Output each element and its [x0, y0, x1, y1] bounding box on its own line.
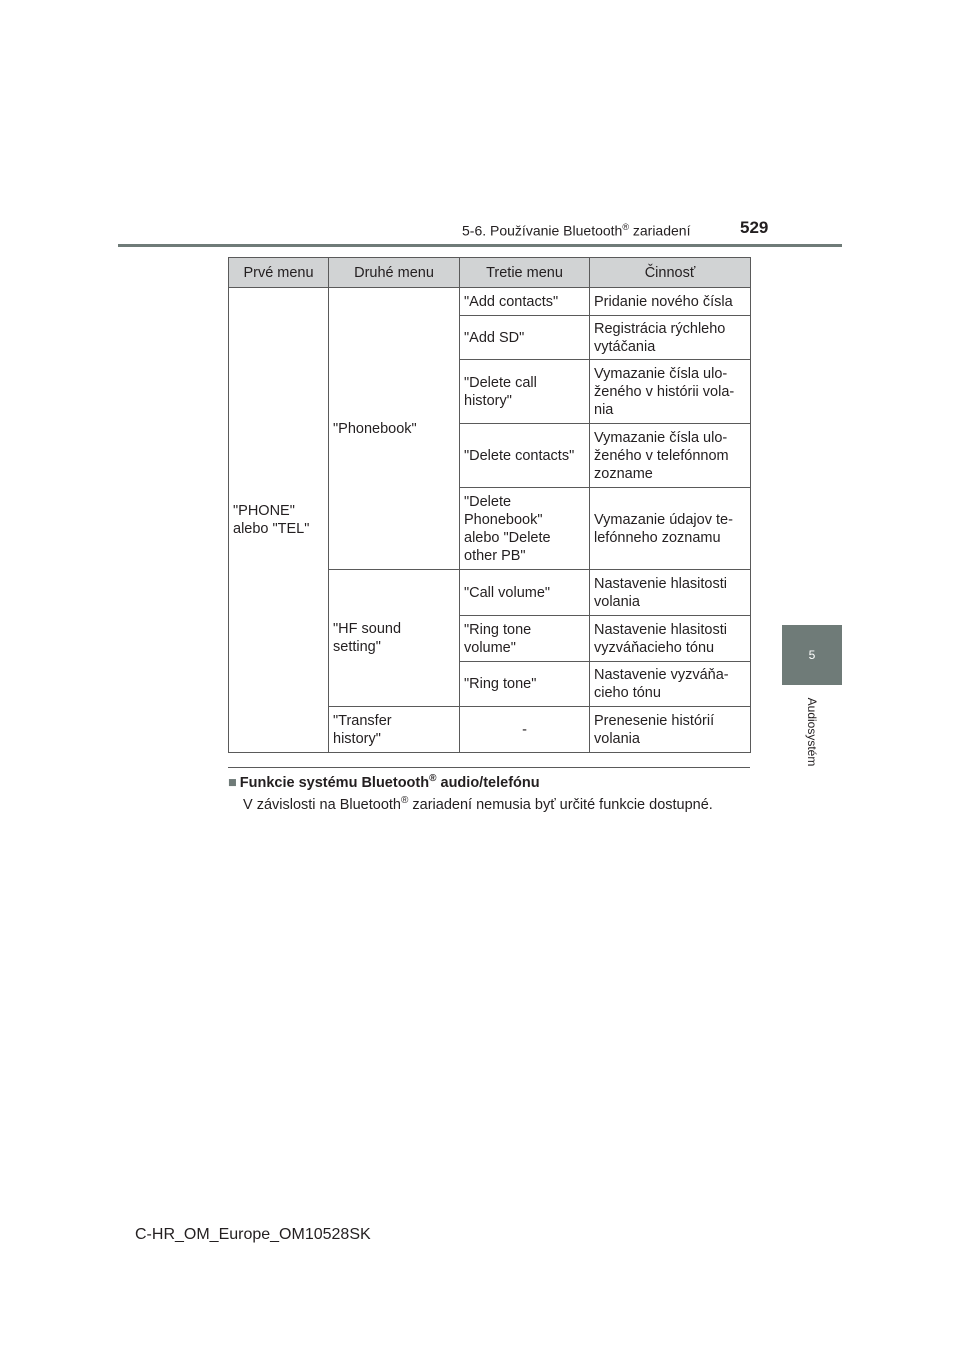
column-header-third-menu: Tretie menu — [460, 258, 590, 288]
page-number: 529 — [740, 218, 769, 237]
second-menu-label: "Transfer history" — [333, 712, 392, 747]
third-menu-label: "Ring tone volume" — [464, 621, 532, 656]
action-cell — [590, 570, 751, 616]
third-menu-cell — [460, 360, 590, 424]
bullet-icon: ■ — [228, 774, 237, 791]
section-body-suffix: zariadení nemusia byť určité funkcie dostupné. — [408, 796, 713, 813]
action-cell — [590, 662, 751, 707]
third-menu-label: "Delete contacts" — [464, 447, 575, 464]
third-menu-cell — [460, 662, 590, 707]
section-heading — [228, 773, 540, 791]
third-menu-cell — [460, 288, 590, 316]
registered-mark: ® — [622, 222, 629, 232]
action-label: Vymazanie údajov te- lefónneho zoznamu — [594, 511, 733, 546]
action-label: Nastavenie vyzváňa- cieho tónu — [594, 667, 729, 701]
third-menu-cell — [460, 570, 590, 616]
action-label: Pridanie nového čísla — [594, 293, 733, 310]
action-label: Vymazanie čísla ulo- ženého v telefónnom zozname — [594, 429, 729, 482]
section-body-prefix: V závislosti na Bluetooth — [243, 796, 401, 813]
third-menu-cell — [460, 316, 590, 360]
section-body — [243, 795, 713, 813]
third-menu-label: "Add SD" — [464, 329, 525, 346]
third-menu-cell — [460, 707, 590, 753]
column-header-action: Činnosť — [590, 258, 751, 288]
first-menu-cell — [229, 288, 329, 753]
action-cell — [590, 488, 751, 570]
action-cell — [590, 707, 751, 753]
menu-table — [228, 257, 751, 753]
second-menu-label: "HF sound setting" — [333, 621, 402, 655]
registered-mark: ® — [429, 773, 437, 784]
registered-mark: ® — [400, 795, 409, 806]
chapter-tab — [782, 625, 842, 685]
action-label: Vymazanie čísla ulo- ženého v histórii vola- nia — [594, 365, 735, 418]
section-heading-suffix: audio/telefónu — [436, 774, 540, 791]
action-label: Prenesenie histórií volania — [594, 712, 715, 747]
second-menu-cell — [329, 570, 460, 707]
section-title-suffix: zariadení — [628, 222, 691, 239]
header-divider — [118, 244, 842, 247]
action-label: Nastavenie hlasitosti volania — [594, 575, 727, 610]
third-menu-cell — [460, 424, 590, 488]
column-header-second-menu: Druhé menu — [329, 258, 460, 288]
action-cell — [590, 424, 751, 488]
action-cell — [590, 616, 751, 662]
chapter-number: 5 — [808, 648, 816, 662]
action-cell — [590, 288, 751, 316]
third-menu-label: "Delete Phonebook" alebo "Delete other PB" — [464, 493, 551, 564]
chapter-label: Audiosystém — [805, 697, 819, 767]
third-menu-cell — [460, 616, 590, 662]
third-menu-label: "Add contacts" — [464, 293, 559, 310]
third-menu-label: "Delete call history" — [464, 374, 537, 409]
second-menu-cell — [329, 707, 460, 753]
third-menu-label: "Ring tone" — [464, 676, 537, 692]
section-title-prefix: 5-6. Používanie Bluetooth — [462, 222, 623, 239]
second-menu-cell — [329, 288, 460, 570]
third-menu-label: "Call volume" — [464, 584, 551, 601]
action-cell — [590, 316, 751, 360]
table-row — [229, 288, 751, 316]
second-menu-label: "Phonebook" — [333, 420, 417, 437]
section-divider — [228, 767, 750, 768]
first-menu-label: "PHONE" alebo "TEL" — [233, 503, 310, 537]
action-label: Nastavenie hlasitosti vyzváňacieho tónu — [594, 621, 727, 656]
document-code: C-HR_OM_Europe_OM10528SK — [135, 1226, 371, 1243]
column-header-first-menu: Prvé menu — [229, 258, 329, 288]
third-menu-cell — [460, 488, 590, 570]
third-menu-label: - — [522, 721, 527, 738]
action-label: Registrácia rýchleho vytáčania — [594, 320, 726, 355]
table-header-row — [229, 258, 751, 288]
section-title — [462, 222, 690, 239]
section-heading-prefix: Funkcie systému Bluetooth — [239, 774, 430, 791]
action-cell — [590, 360, 751, 424]
